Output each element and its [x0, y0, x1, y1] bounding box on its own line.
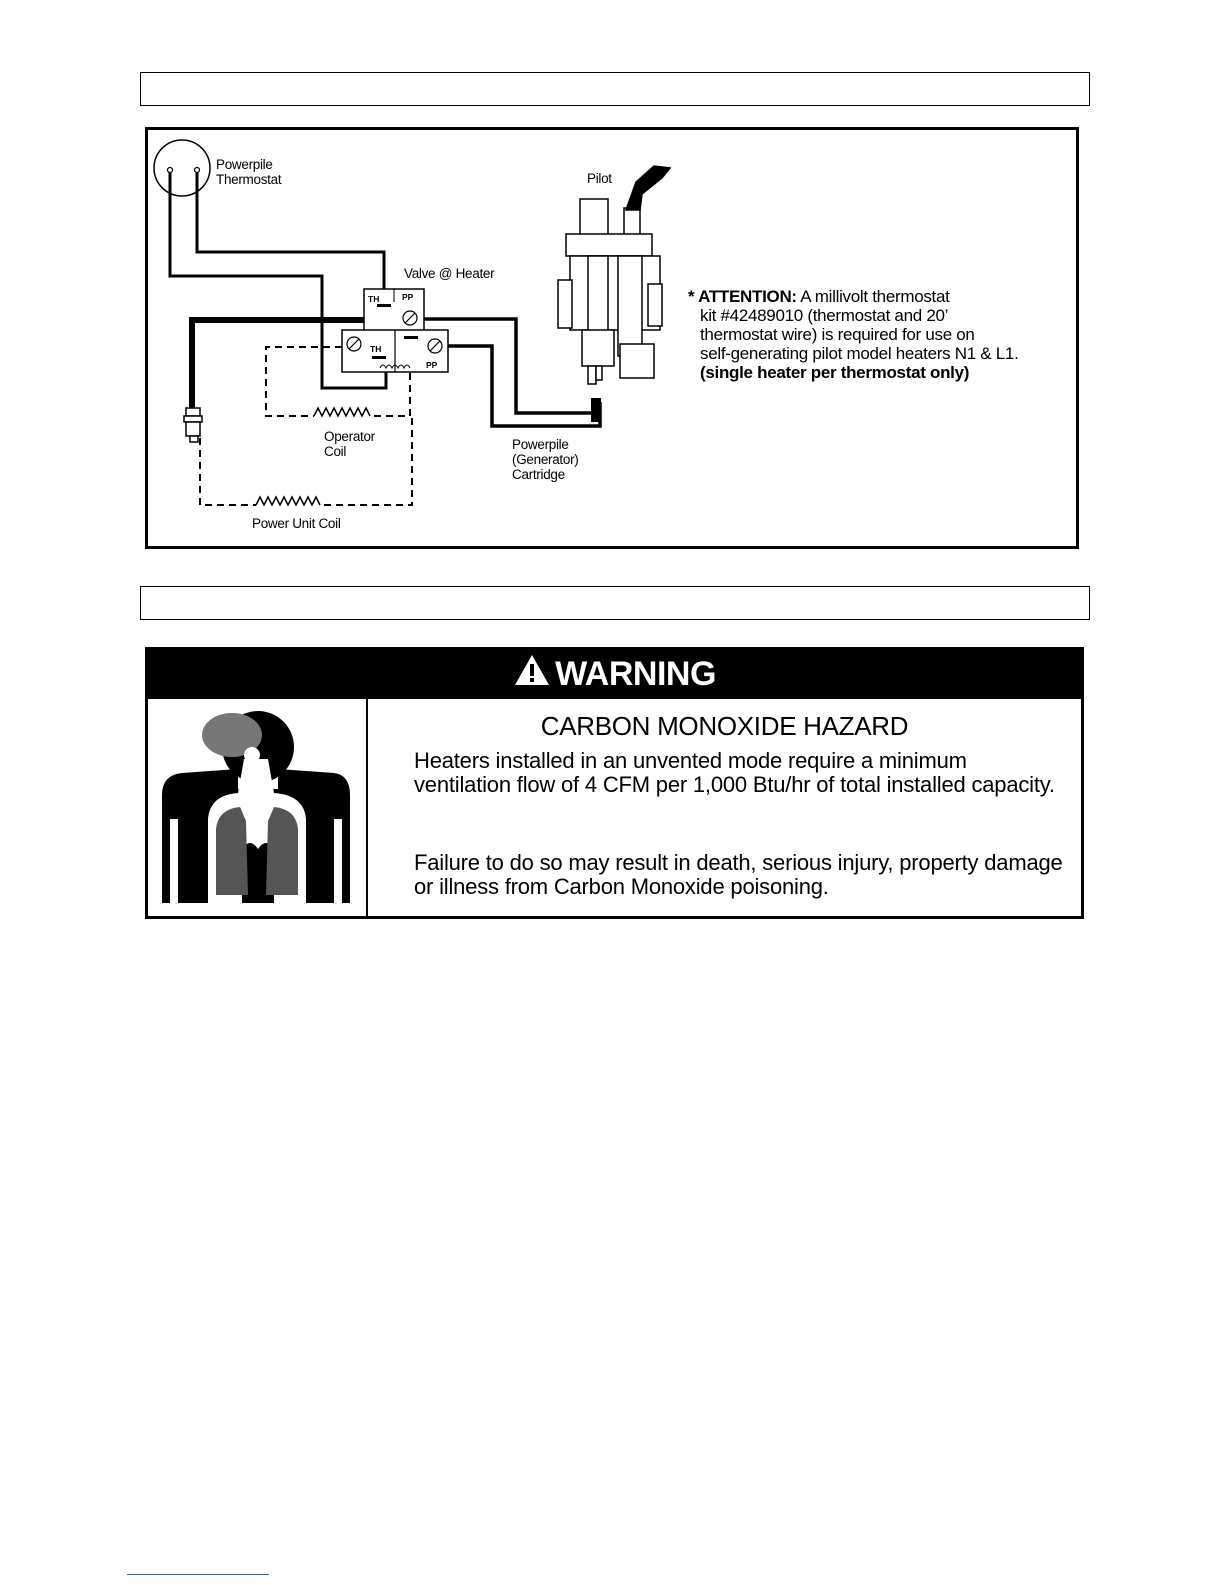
- warning-paragraph-1: Heaters installed in an unvented mode require a minimum ventilation flow of 4 CFM per 1,000 Btu/hr of total installed capacity.: [414, 748, 1055, 797]
- footer-link-underline: [127, 1574, 269, 1575]
- warning-paragraph-2: Failure to do so may result in death, serious injury, property damage or illness from Carbon Monoxide poisoning.: [414, 850, 1063, 899]
- attention-lead: * ATTENTION:: [688, 287, 797, 306]
- carbon-monoxide-person-icon: [148, 699, 368, 916]
- pilot-assembly-icon: [558, 166, 670, 384]
- warning-box: [145, 647, 1084, 919]
- powerpile-thermostat-label: Powerpile Thermostat: [216, 157, 282, 187]
- power-unit-coil-label: Power Unit Coil: [252, 516, 341, 531]
- wiring-diagram: [145, 127, 1079, 549]
- hazard-title: CARBON MONOXIDE HAZARD: [540, 711, 909, 741]
- section-header-bar-top: [140, 72, 1090, 106]
- valve-at-heater-label: Valve @ Heater: [404, 266, 495, 281]
- pp-terminal-label-lower: PP: [426, 360, 438, 370]
- th-terminal-label: TH: [368, 294, 380, 304]
- pp-terminal-label: PP: [402, 292, 414, 302]
- warning-title: WARNING: [555, 655, 716, 693]
- warning-text: [368, 699, 1081, 916]
- pilot-label: Pilot: [587, 171, 612, 186]
- warning-triangle-icon: [513, 653, 551, 696]
- thermostat-icon: [154, 140, 210, 196]
- powerpile-cartridge-label: Powerpile (Generator) Cartridge: [512, 437, 579, 482]
- warning-header: [148, 650, 1081, 699]
- th-terminal-label-lower: TH: [370, 344, 382, 354]
- thermocouple-fitting-icon: [186, 408, 200, 416]
- thermostat-wire-pp: [197, 172, 384, 308]
- section-header-bar-bottom: [140, 586, 1090, 620]
- operator-coil-label: Operator Coil: [324, 429, 375, 459]
- attention-note: * ATTENTION: A millivolt thermostat kit #42489010 (thermostat and 20’ thermostat wire) is required for use on self-generating pilot model heaters N1 & L1. (single heater per thermostat only): [688, 287, 1019, 382]
